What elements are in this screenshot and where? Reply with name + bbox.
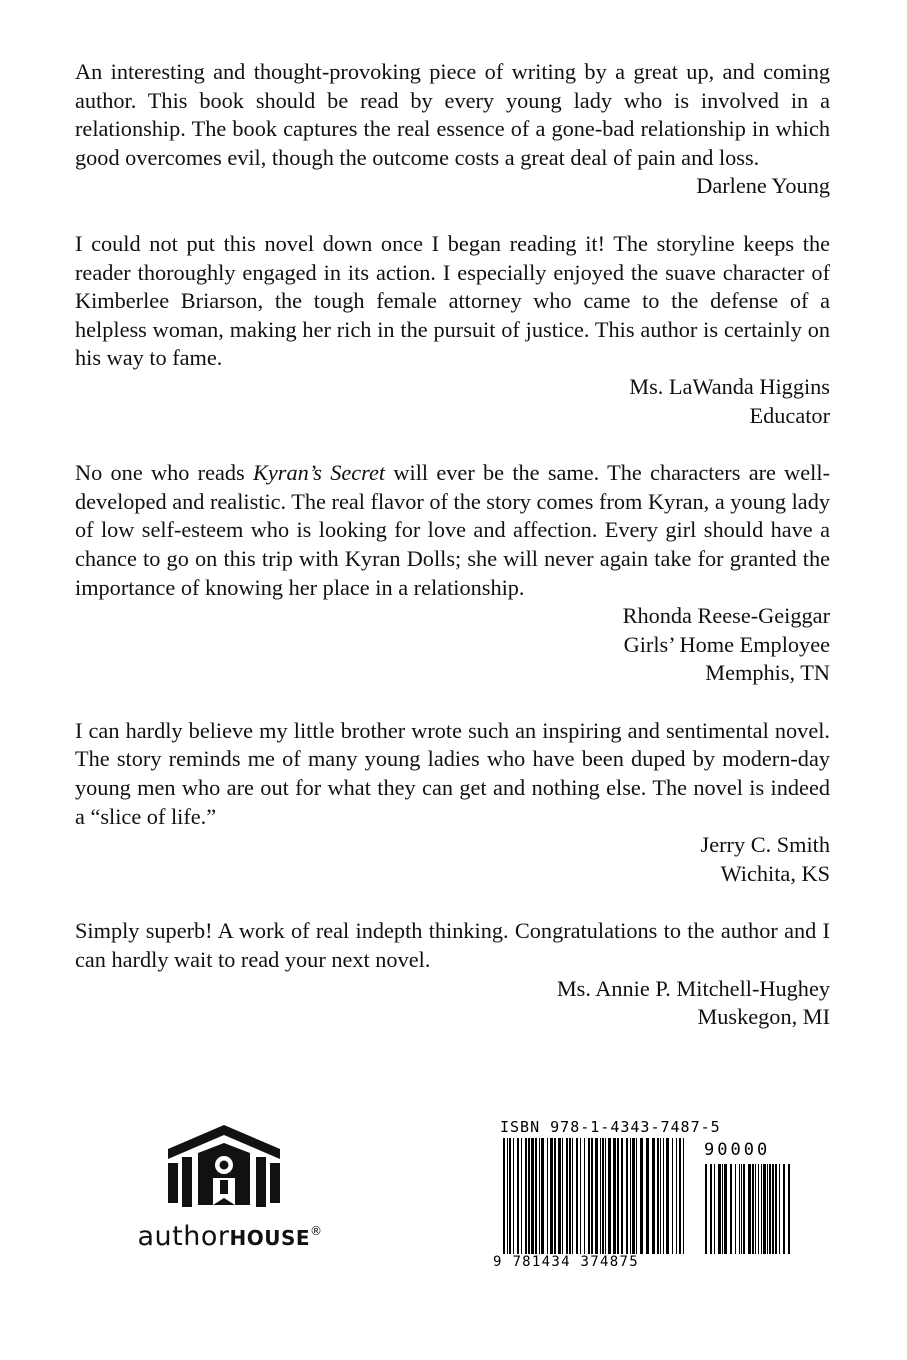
barcode-bar: [722, 1164, 723, 1254]
barcode-bar: [509, 1138, 511, 1254]
barcode-bar: [788, 1164, 790, 1254]
review-text: [75, 459, 830, 602]
barcode-bar: [503, 1138, 505, 1254]
barcode-bar: [621, 1138, 623, 1254]
barcode-bar: [605, 1138, 606, 1254]
reviewer-name: Jerry C. Smith: [700, 832, 830, 858]
barcode-bar: [539, 1138, 540, 1254]
book-title: Kyran’s Secret: [253, 460, 386, 486]
review-5: [75, 917, 830, 1031]
barcode-bar: [584, 1138, 585, 1254]
barcode-bar: [710, 1164, 712, 1254]
reviewer-location: Muskegon, MI: [697, 1004, 830, 1030]
barcode-bar: [640, 1138, 643, 1254]
barcode-bar: [595, 1138, 598, 1254]
barcode-bar: [718, 1164, 721, 1254]
barcode-bar: [741, 1164, 742, 1254]
review-attribution: [75, 831, 830, 888]
barcode-bar: [775, 1164, 777, 1254]
barcode-bar: [576, 1138, 578, 1254]
barcode-bar: [547, 1138, 548, 1254]
review-2: [75, 230, 830, 430]
reviewer-name: Ms. Annie P. Mitchell-Hughey: [556, 975, 830, 1001]
barcode-bar: [525, 1138, 527, 1254]
barcode-bar: [758, 1164, 759, 1254]
publisher-name: authorHOUSE®: [137, 1221, 323, 1252]
barcode-bar: [767, 1164, 768, 1254]
barcode-bar: [566, 1138, 568, 1254]
authorhouse-logo-icon: [162, 1125, 286, 1213]
barcode-bar: [663, 1138, 664, 1254]
barcode-bar: [730, 1164, 732, 1254]
barcode-bar: [591, 1138, 593, 1254]
barcode-bar: [772, 1164, 774, 1254]
barcode-bar: [748, 1164, 751, 1254]
review-1: [75, 58, 830, 201]
barcode-bar: [588, 1138, 590, 1254]
reviewer-name: Darlene Young: [696, 173, 830, 199]
barcode-bar: [779, 1164, 780, 1254]
barcode-bar: [646, 1138, 649, 1254]
barcode-bar: [572, 1138, 573, 1254]
barcode-bar: [608, 1138, 611, 1254]
barcode-bar: [735, 1164, 736, 1254]
review-attribution: [75, 172, 830, 201]
review-4: [75, 717, 830, 889]
review-text: Simply superb! A work of real indepth thinking. Congratulations to the author and I can hardly wait to read your next novel.: [75, 918, 830, 973]
barcode-bar: [761, 1164, 762, 1254]
barcode-bar: [724, 1164, 727, 1254]
barcode-bar: [521, 1138, 522, 1254]
review-text-start: No one who reads: [75, 460, 253, 486]
reviewer-location: Wichita, KS: [720, 860, 830, 886]
barcode-bar: [550, 1138, 553, 1254]
barcode-bar: [580, 1138, 581, 1254]
barcode-bar: [541, 1138, 544, 1254]
barcode-bar: [507, 1138, 508, 1254]
barcode-bar: [636, 1138, 637, 1254]
review-3: [75, 459, 830, 688]
barcode-bar: [535, 1138, 537, 1254]
barcode-bar: [558, 1138, 561, 1254]
barcode-bar: [666, 1138, 669, 1254]
barcode-bar: [569, 1138, 571, 1254]
reviewer-title: Educator: [749, 402, 830, 428]
barcode-bar: [714, 1164, 715, 1254]
reviewer-name: Ms. LaWanda Higgins: [629, 373, 830, 399]
barcode-bar: [769, 1164, 771, 1254]
review-text: An interesting and thought-provoking piece of writing by a great up, and coming author. This book should be read by every young lady who is involved in a relationship. The book captures the real essence of a gone-bad relationship in which good overcomes evil, though the outcome costs a great deal of pain and loss.: [75, 59, 830, 170]
barcode-bar: [679, 1138, 681, 1254]
barcode-bar: [528, 1138, 530, 1254]
reviews-section: [75, 58, 830, 1061]
barcode-bar: [517, 1138, 519, 1254]
review-attribution: [75, 373, 830, 430]
barcode-bar: [630, 1138, 631, 1254]
barcode-bar: [739, 1164, 740, 1254]
barcode-bar: [562, 1138, 563, 1254]
review-text: I could not put this novel down once I began reading it! The storyline keeps the reader thoroughly engaged in its action. I especially enjoyed the suave character of Kimberlee Briarson, the tough female attorney who came to the defense of a helpless woman, making her rich in the pursuit of justice. This author is certainly on his way to fame.: [75, 230, 830, 371]
review-attribution: [75, 602, 830, 688]
ean-digits: 9 781434 374875: [493, 1254, 639, 1270]
barcode-bar: [626, 1138, 628, 1254]
isbn-barcode: [493, 1118, 793, 1273]
barcode-bar: [660, 1138, 661, 1254]
review-text-end: will ever be the same. The characters are well-developed and realistic. The real flavor of the story comes from Kyran, a young lady of low self-esteem who is looking for love and affection. Every girl should have a chance to go on this trip with Kyran Dolls; she will never again take for granted the importance of knowing her place in a relationship.: [75, 460, 830, 600]
barcode-bar: [657, 1138, 659, 1254]
barcode-bar: [602, 1138, 604, 1254]
barcode-bar: [513, 1138, 514, 1254]
reviewer-name: Rhonda Reese-Geiggar: [622, 603, 830, 629]
barcode-bar: [652, 1138, 655, 1254]
barcode-bar: [676, 1138, 677, 1254]
barcode-bar: [531, 1138, 534, 1254]
barcode-bar: [752, 1164, 754, 1254]
review-text: I can hardly believe my little brother wrote such an inspiring and sentimental novel. The story reminds me of many young ladies who have been duped by modern-day young men who are out for what they can get and nothing else. The novel is indeed a “slice of life.”: [75, 717, 830, 829]
barcode-bar: [617, 1138, 619, 1254]
barcode-bar: [632, 1138, 635, 1254]
publisher-logo: [130, 1125, 330, 1260]
barcode-bar: [613, 1138, 616, 1254]
barcode-bar: [672, 1138, 673, 1254]
reviewer-title: Girls’ Home Employee: [623, 631, 830, 657]
barcode-bar: [554, 1138, 556, 1254]
isbn-label: ISBN 978-1-4343-7487-5: [500, 1118, 721, 1136]
barcode-bar: [705, 1164, 707, 1254]
barcode-bar: [783, 1164, 785, 1254]
review-attribution: [75, 975, 830, 1032]
barcode-bar: [600, 1138, 601, 1254]
barcode-bar: [763, 1164, 766, 1254]
barcode-bar: [743, 1164, 745, 1254]
barcode-bar: [755, 1164, 756, 1254]
price-code: 90000: [704, 1140, 771, 1160]
barcode-bar: [683, 1138, 684, 1254]
reviewer-location: Memphis, TN: [705, 660, 830, 686]
